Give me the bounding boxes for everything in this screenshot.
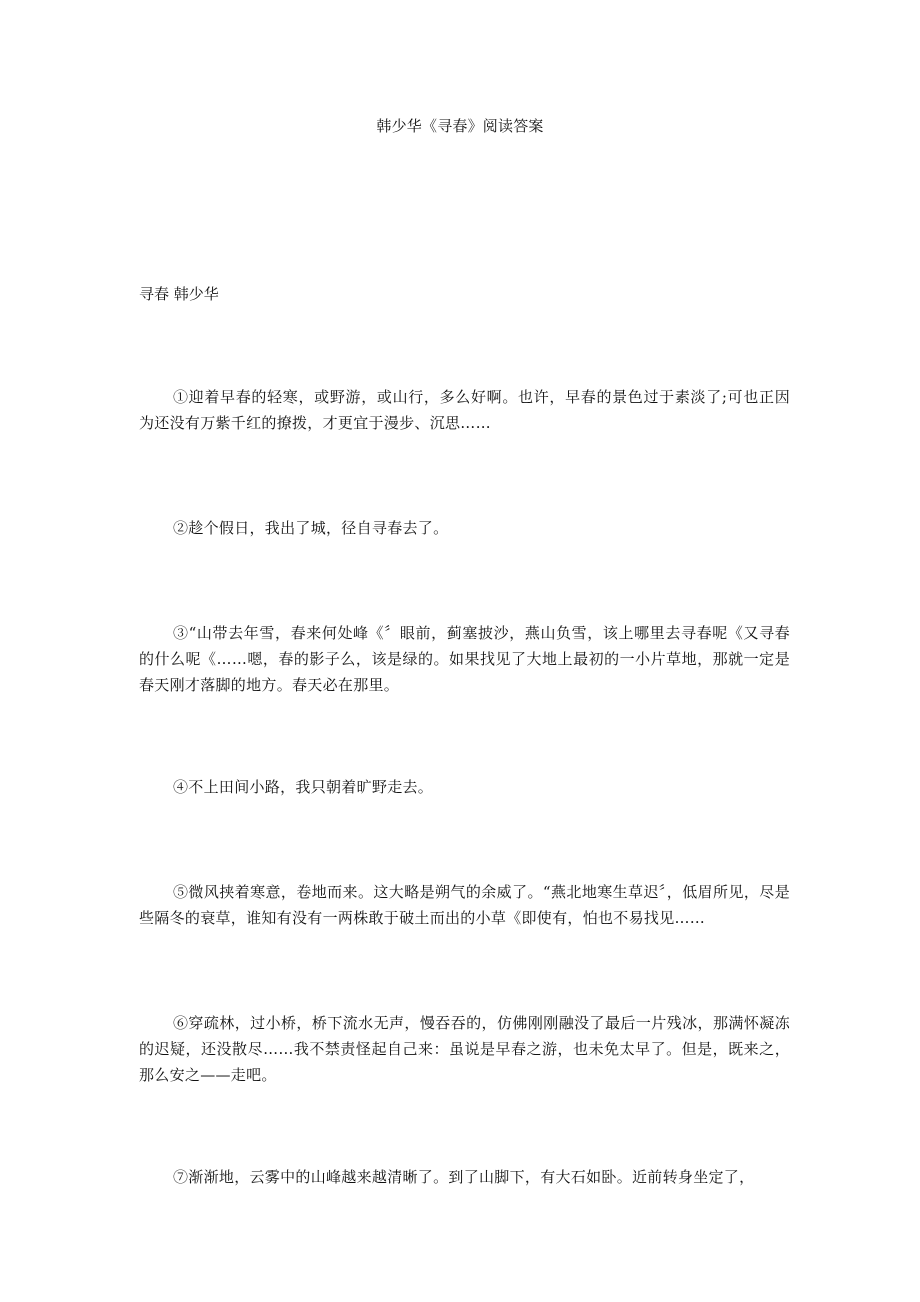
document-title: 韩少华《寻春》阅读答案 — [376, 117, 544, 135]
document-subtitle: 寻春 韩少华 — [139, 285, 219, 303]
paragraph-4: ④不上田间小路，我只朝着旷野走去。 — [173, 778, 434, 796]
paragraph-3: ③“山带去年雪，春来何处峰《〞眼前，蓟塞披沙，燕山负雪，该上哪里去寻春呢《又寻春的什么呢《……嗯，春的影子么，该是绿的。如果找见了大地上最初的一小片草地，那就一定是春天刚才落脚的地方。春天必在那里。 — [139, 624, 790, 694]
paragraph-1: ①迎着早春的轻寒，或野游，或山行，多么好啊。也许，早春的景色过于素淡了;可也正因为还没有万紫千红的撩拨，才更宜于漫步、沉思…… — [139, 388, 790, 432]
paragraph-5: ⑤微风挟着寒意，卷地而来。这大略是朔气的余威了。“燕北地寒生草迟〞，低眉所见，尽是些隔冬的衰草，谁知有没有一两株敢于破土而出的小草《即使有，怕也不易找见…… — [139, 883, 790, 927]
paragraph-2: ②趁个假日，我出了城，径自寻春去了。 — [173, 519, 449, 537]
paragraph-6: ⑥穿疏林，过小桥，桥下流水无声，慢吞吞的，仿佛刚刚融没了最后一片残冰，那满怀凝冻的迟疑，还没散尽……我不禁责怪起自己来：虽说是早春之游，也未免太早了。但是，既来之，那么安之——走吧。 — [139, 1014, 790, 1084]
paragraph-7: ⑦渐渐地，云雾中的山峰越来越清晰了。到了山脚下，有大石如卧。近前转身坐定了， — [173, 1168, 755, 1186]
